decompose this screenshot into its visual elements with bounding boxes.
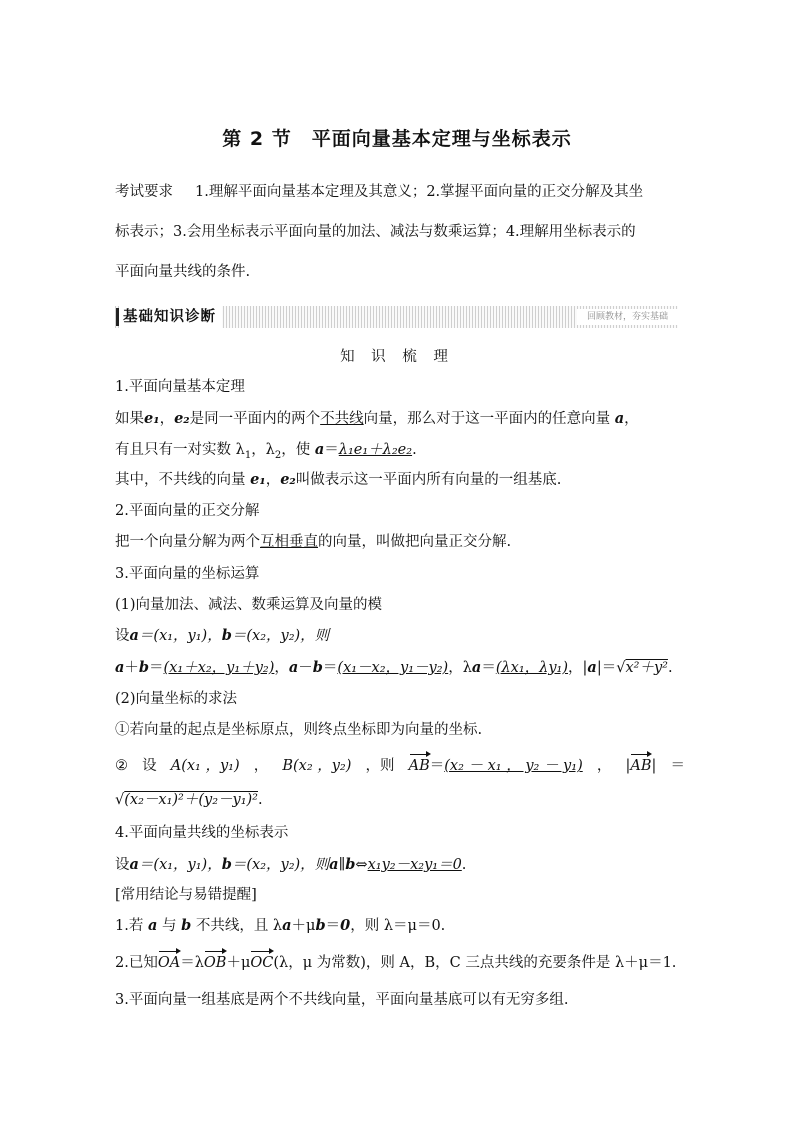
underline-answer: λ₁e₁＋λ₂e₂: [338, 442, 413, 458]
s2-heading: 2.平面向量的正交分解: [115, 503, 260, 519]
requirements-line-3: 平面向量共线的条件.: [115, 264, 251, 280]
section-heading: 知 识 梳 理: [340, 349, 454, 365]
requirements-label: 考试要求: [115, 184, 173, 200]
underline-answer: x²＋y²: [625, 660, 668, 676]
s1-line-3: 其中，不共线的向量 e₁，e₂叫做表示这一平面内所有向量的一组基底.: [115, 471, 562, 488]
page-title: 第 2 节 平面向量基本定理与坐标表示: [222, 128, 572, 150]
banner-title: 基础知识诊断: [119, 306, 222, 328]
s3-line-2: a＋b＝(x₁＋x₂，y₁＋y₂)，a－b＝(x₁－x₂，y₁－y₂)，λa＝(λx₁，λy₁)，|a|＝√x²＋y².: [115, 659, 673, 676]
s1-line-1: 如果e₁，e₂是同一平面内的两个不共线向量，那么对于这一平面内的任意向量 a，: [115, 410, 639, 427]
vector-ob: OB: [203, 955, 227, 971]
s2-line-1: 把一个向量分解为两个互相垂直的向量，叫做把向量正交分解.: [115, 534, 512, 550]
underline-answer: 互相垂直: [260, 534, 318, 550]
s3-line-1: 设a＝(x₁，y₁)，b＝(x₂，y₂)，则: [115, 627, 330, 644]
s3-heading: 3.平面向量的坐标运算: [115, 566, 260, 582]
banner-subtitle: 回顾教材，夯实基础: [577, 309, 678, 325]
underline-answer: (x₁－x₂，y₁－y₂): [337, 660, 449, 676]
s3-case-2-cont: √(x₂－x₁)²＋(y₂－y₁)².: [115, 792, 263, 808]
underline-answer: (x₂－x₁)²＋(y₂－y₁)²: [124, 792, 258, 808]
tips-heading: [常用结论与易错提醒]: [115, 887, 257, 903]
vector-oc: OC: [250, 955, 274, 971]
s3-sub-1: (1)向量加法、减法、数乘运算及向量的模: [115, 597, 383, 613]
s1-heading: 1.平面向量基本定理: [115, 379, 245, 395]
section-banner: [115, 306, 678, 328]
underline-answer: x₁y₂－x₂y₁＝0: [367, 857, 462, 873]
requirements-line-2: 标表示；3.会用坐标表示平面向量的加法、减法与数乘运算；4.理解用坐标表示的: [115, 224, 636, 240]
underline-answer: (x₁＋x₂，y₁＋y₂): [163, 660, 275, 676]
underline-answer: (x₂ － x₁ ， y₂ － y₁): [444, 758, 583, 774]
s4-line-1: 设a＝(x₁，y₁)，b＝(x₂，y₂)，则a∥b⇔x₁y₂－x₂y₁＝0.: [115, 856, 467, 873]
underline-answer: 不共线: [320, 411, 364, 427]
s1-line-2: 有且只有一对实数 $\lambda_1$，$\lambda_2$，使 a＝λ₁e₁＋λ₂e₂.: [115, 441, 417, 461]
s3-sub-2: (2)向量坐标的求法: [115, 691, 238, 707]
tip-3: 3.平面向量一组基底是两个不共线向量，平面向量基底可以有无穷多组.: [115, 992, 569, 1008]
tip-1: 1.若 a 与 b 不共线，且 λa＋μb＝0，则 λ＝μ＝0.: [115, 917, 446, 934]
s4-heading: 4.平面向量共线的坐标表示: [115, 825, 289, 841]
requirements-line-1: 考试要求 1.理解平面向量基本定理及其意义；2.掌握平面向量的正交分解及其坐: [115, 184, 644, 200]
tip-2: 2.已知OA＝λOB＋μOC(λ，μ 为常数)，则 A，B，C 三点共线的充要条件是 λ＋μ＝1.: [115, 955, 677, 971]
vector-ab: AB: [408, 758, 430, 774]
s3-case-1: ①若向量的起点是坐标原点，则终点坐标即为向量的坐标.: [115, 722, 483, 738]
s3-case-2: ② 设 A(x₁ ，y₁) ， B(x₂ ，y₂) ，则 AB＝(x₂ － x₁ ， y₂ － y₁) ， |AB| ＝: [115, 758, 685, 774]
vector-oa: OA: [157, 955, 181, 971]
underline-answer: (λx₁，λy₁): [495, 660, 569, 676]
